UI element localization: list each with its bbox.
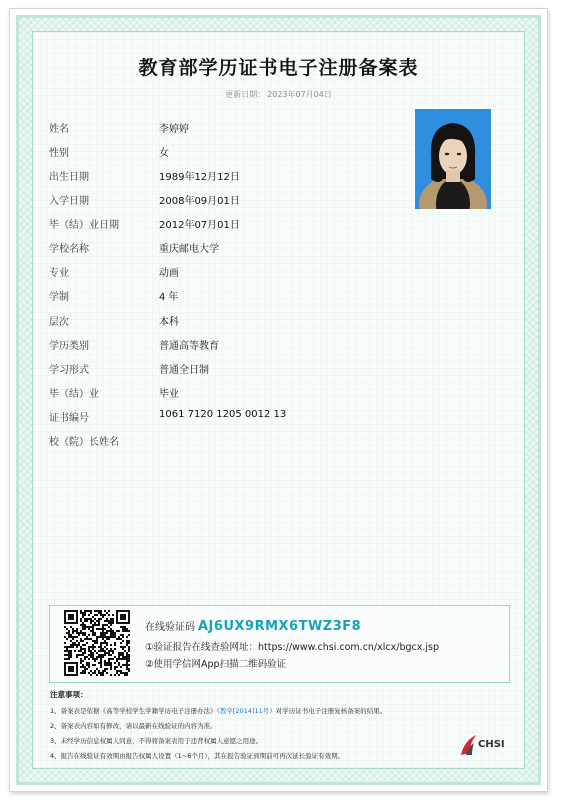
document-sheet [9,8,548,792]
chsi-logo-icon [458,731,480,757]
verification-url-hint: ①验证报告在线查验网址：https://www.chsi.com.cn/xlcx/bgcx.jsp [145,642,439,653]
chsi-logo [458,731,508,757]
field-label: 毕（结）业日期 [49,220,119,231]
field-value: 1061 7120 1205 0012 13 [159,409,287,420]
field-value: 2012年07月01日 [159,220,240,231]
note-item-3: 3、未经学历信息权属人同意，不得将备案表用于违背权属人意愿之用途。 [50,737,263,745]
verification-app-hint: ②使用学信网App扫描二维码验证 [145,659,287,670]
field-label: 毕（结）业 [49,389,99,400]
field-label: 学习形式 [49,365,89,376]
field-value: 1989年12月12日 [159,172,240,183]
qr-code-icon[interactable] [64,610,130,676]
field-value: 重庆邮电大学 [159,244,219,255]
notes-title: 注意事项： [50,690,88,699]
field-label: 专业 [49,268,69,279]
regulation-link[interactable]: 教学[2014]11号 [219,707,270,715]
student-photo [415,109,491,209]
field-label: 学历类别 [49,341,89,352]
verification-code-label: 在线验证码 [145,622,195,633]
field-value: 毕业 [159,389,179,400]
field-label: 证书编号 [49,413,89,424]
field-value: 本科 [159,317,179,328]
field-value: 动画 [159,268,179,279]
field-label: 出生日期 [49,172,89,183]
field-label: 姓名 [49,124,69,135]
verification-code-line [145,618,361,634]
note-item-1 [50,706,386,715]
field-label: 性别 [49,148,69,159]
note-item-4: 4、报告在线验证有效期由报告权属人设置（1~6个月），其在报告验证到期前可再次延长验证有效期。 [50,752,345,760]
updated-date [10,89,547,100]
field-value: 李婷婷 [159,124,189,135]
note-item-2: 2、备案表内容如有修改，请以最新在线验证的内容为准。 [50,722,217,730]
verification-panel [49,605,510,683]
updated-value: 2023年07月04日 [267,90,332,99]
note-text: ）对学历证书电子注册复核备案的结果。 [269,707,387,715]
field-value: 普通高等教育 [159,341,219,352]
portrait-image [415,109,491,209]
field-label: 校（院）长姓名 [49,437,119,448]
field-value: 女 [159,148,169,159]
field-label: 层次 [49,317,69,328]
field-value: 2008年09月01日 [159,196,240,207]
field-label: 学制 [49,292,69,303]
field-value: 普通全日制 [159,365,209,376]
field-value: 4 年 [159,292,179,303]
verification-code: AJ6UX9RMX6TWZ3F8 [198,619,362,634]
field-label: 学校名称 [49,244,89,255]
field-label: 入学日期 [49,196,89,207]
chsi-logo-text: CHSI [478,739,505,750]
document-title: 教育部学历证书电子注册备案表 [138,57,419,79]
updated-label: 更新日期： [225,90,266,99]
note-text: 1、备案表是依据《高等学校学生学籍学历电子注册办法》（ [50,707,220,715]
